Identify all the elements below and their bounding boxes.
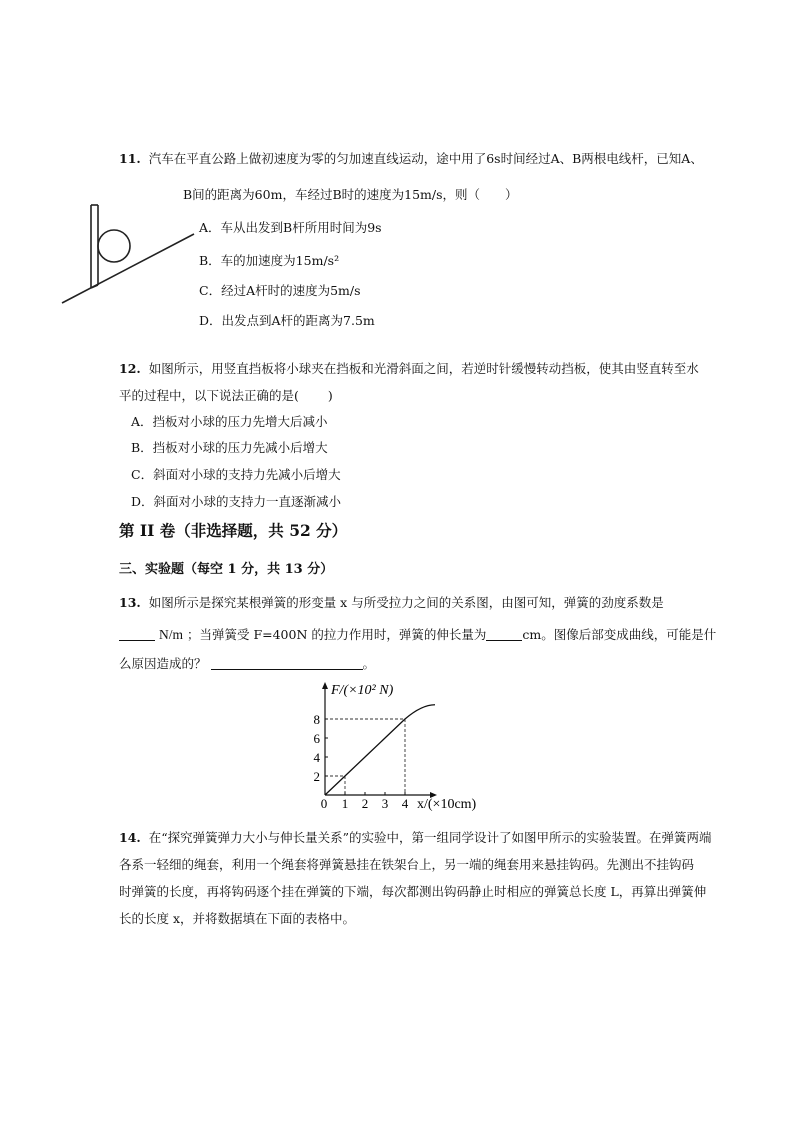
q13-blank-reason[interactable] xyxy=(211,657,363,670)
q11-option-a: A．车从出发到B杆所用时间为9s xyxy=(199,220,382,235)
x-tick-label: 0 xyxy=(320,796,328,811)
q12-option-d: D．斜面对小球的支持力一直逐渐减小 xyxy=(131,494,342,509)
q13-stem-line3: 么原因造成的？ xyxy=(119,656,207,671)
q12-line1 xyxy=(119,361,699,377)
x-tick-label: 4 xyxy=(401,796,409,811)
q13-unit: N/m xyxy=(158,627,183,642)
x-axis-label: x/(×10cm) xyxy=(417,797,477,812)
ball-incline-figure xyxy=(58,200,198,308)
q14-line1 xyxy=(119,830,712,846)
q11-option-c: C．经过A杆时的速度为5m/s xyxy=(199,283,361,298)
q13-line3 xyxy=(119,656,375,672)
q12-number: 12. xyxy=(119,361,141,376)
y-axis-label: F/(×10² N) xyxy=(331,683,394,698)
q11-line1 xyxy=(119,151,703,167)
q12-stem-line2: 平的过程中，以下说法正确的是( ) xyxy=(119,388,333,403)
y-tick-label: 8 xyxy=(313,712,320,727)
q11-stem-line1: 汽车在平直公路上做初速度为零的匀加速直线运动，途中用了6s时间经过A、B两根电线杆，已知A、 xyxy=(148,151,703,166)
q14-stem-line4: 长的长度 x，并将数据填在下面的表格中。 xyxy=(119,911,356,926)
q14-stem-line3: 时弹簧的长度，再将钩码逐个挂在弹簧的下端，每次都测出钩码静止时相应的弹簧总长度 L，再算出弹簧伸 xyxy=(119,884,707,899)
q12-stem-line1: 如图所示，用竖直挡板将小球夹在挡板和光滑斜面之间，若逆时针缓慢转动挡板，使其由竖直转至水 xyxy=(148,361,699,376)
q13-line3-end: 。 xyxy=(362,656,376,671)
q13-stem-line2c: cm。图像后部变成曲线，可能是什 xyxy=(522,627,717,642)
q13-line2 xyxy=(119,627,716,643)
q13-blank-stiffness[interactable] xyxy=(119,628,155,641)
q13-stem-line1: 如图所示是探究某根弹簧的形变量 x 与所受拉力之间的关系图，由图可知，弹簧的劲度系数是 xyxy=(148,595,664,610)
x-tick-label: 2 xyxy=(361,796,369,811)
series-line-F-x xyxy=(325,705,435,795)
section2-title: 第 II 卷（非选择题，共 52 分） xyxy=(119,521,348,540)
q11-number: 11. xyxy=(119,151,141,166)
x-tick-label: 3 xyxy=(381,796,389,811)
x-tick-label: 1 xyxy=(341,796,349,811)
y-tick-label: 4 xyxy=(313,750,320,765)
incline-line xyxy=(62,234,194,303)
q14-number: 14. xyxy=(119,830,141,845)
q13-line1 xyxy=(119,595,664,611)
ball-circle xyxy=(98,230,130,262)
q13-blank-extension[interactable] xyxy=(486,628,522,641)
y-tick-label: 6 xyxy=(313,731,320,746)
q14-stem-line1: 在“探究弹簧弹力大小与伸长量关系”的实验中，第一组同学设计了如图甲所示的实验装置。在弹簧两端 xyxy=(148,830,712,845)
q12-option-c: C．斜面对小球的支持力先减小后增大 xyxy=(131,467,341,482)
q12-option-a: A．挡板对小球的压力先增大后减小 xyxy=(131,414,328,429)
q11-option-b: B．车的加速度为15m/s² xyxy=(199,253,340,268)
q11-stem-line2: B间的距离为60m，车经过B时的速度为15m/s，则（ ） xyxy=(183,187,518,202)
q13-number: 13. xyxy=(119,595,141,610)
q14-stem-line2: 各系一轻细的绳套，利用一个绳套将弹簧悬挂在铁架台上，另一端的绳套用来悬挂钩码。先测出不挂钩码 xyxy=(119,857,695,872)
q13-stem-line2b: ；当弹簧受 F=400N 的拉力作用时，弹簧的伸长量为 xyxy=(186,627,487,642)
section3-title: 三、实验题（每空 1 分，共 13 分） xyxy=(119,562,334,577)
y-tick-label: 2 xyxy=(313,769,320,784)
y-axis-arrow xyxy=(322,682,328,689)
q12-option-b: B．挡板对小球的压力先减小后增大 xyxy=(131,440,328,455)
spring-chart xyxy=(300,678,500,814)
q11-option-d: D．出发点到A杆的距离为7.5m xyxy=(199,313,375,328)
